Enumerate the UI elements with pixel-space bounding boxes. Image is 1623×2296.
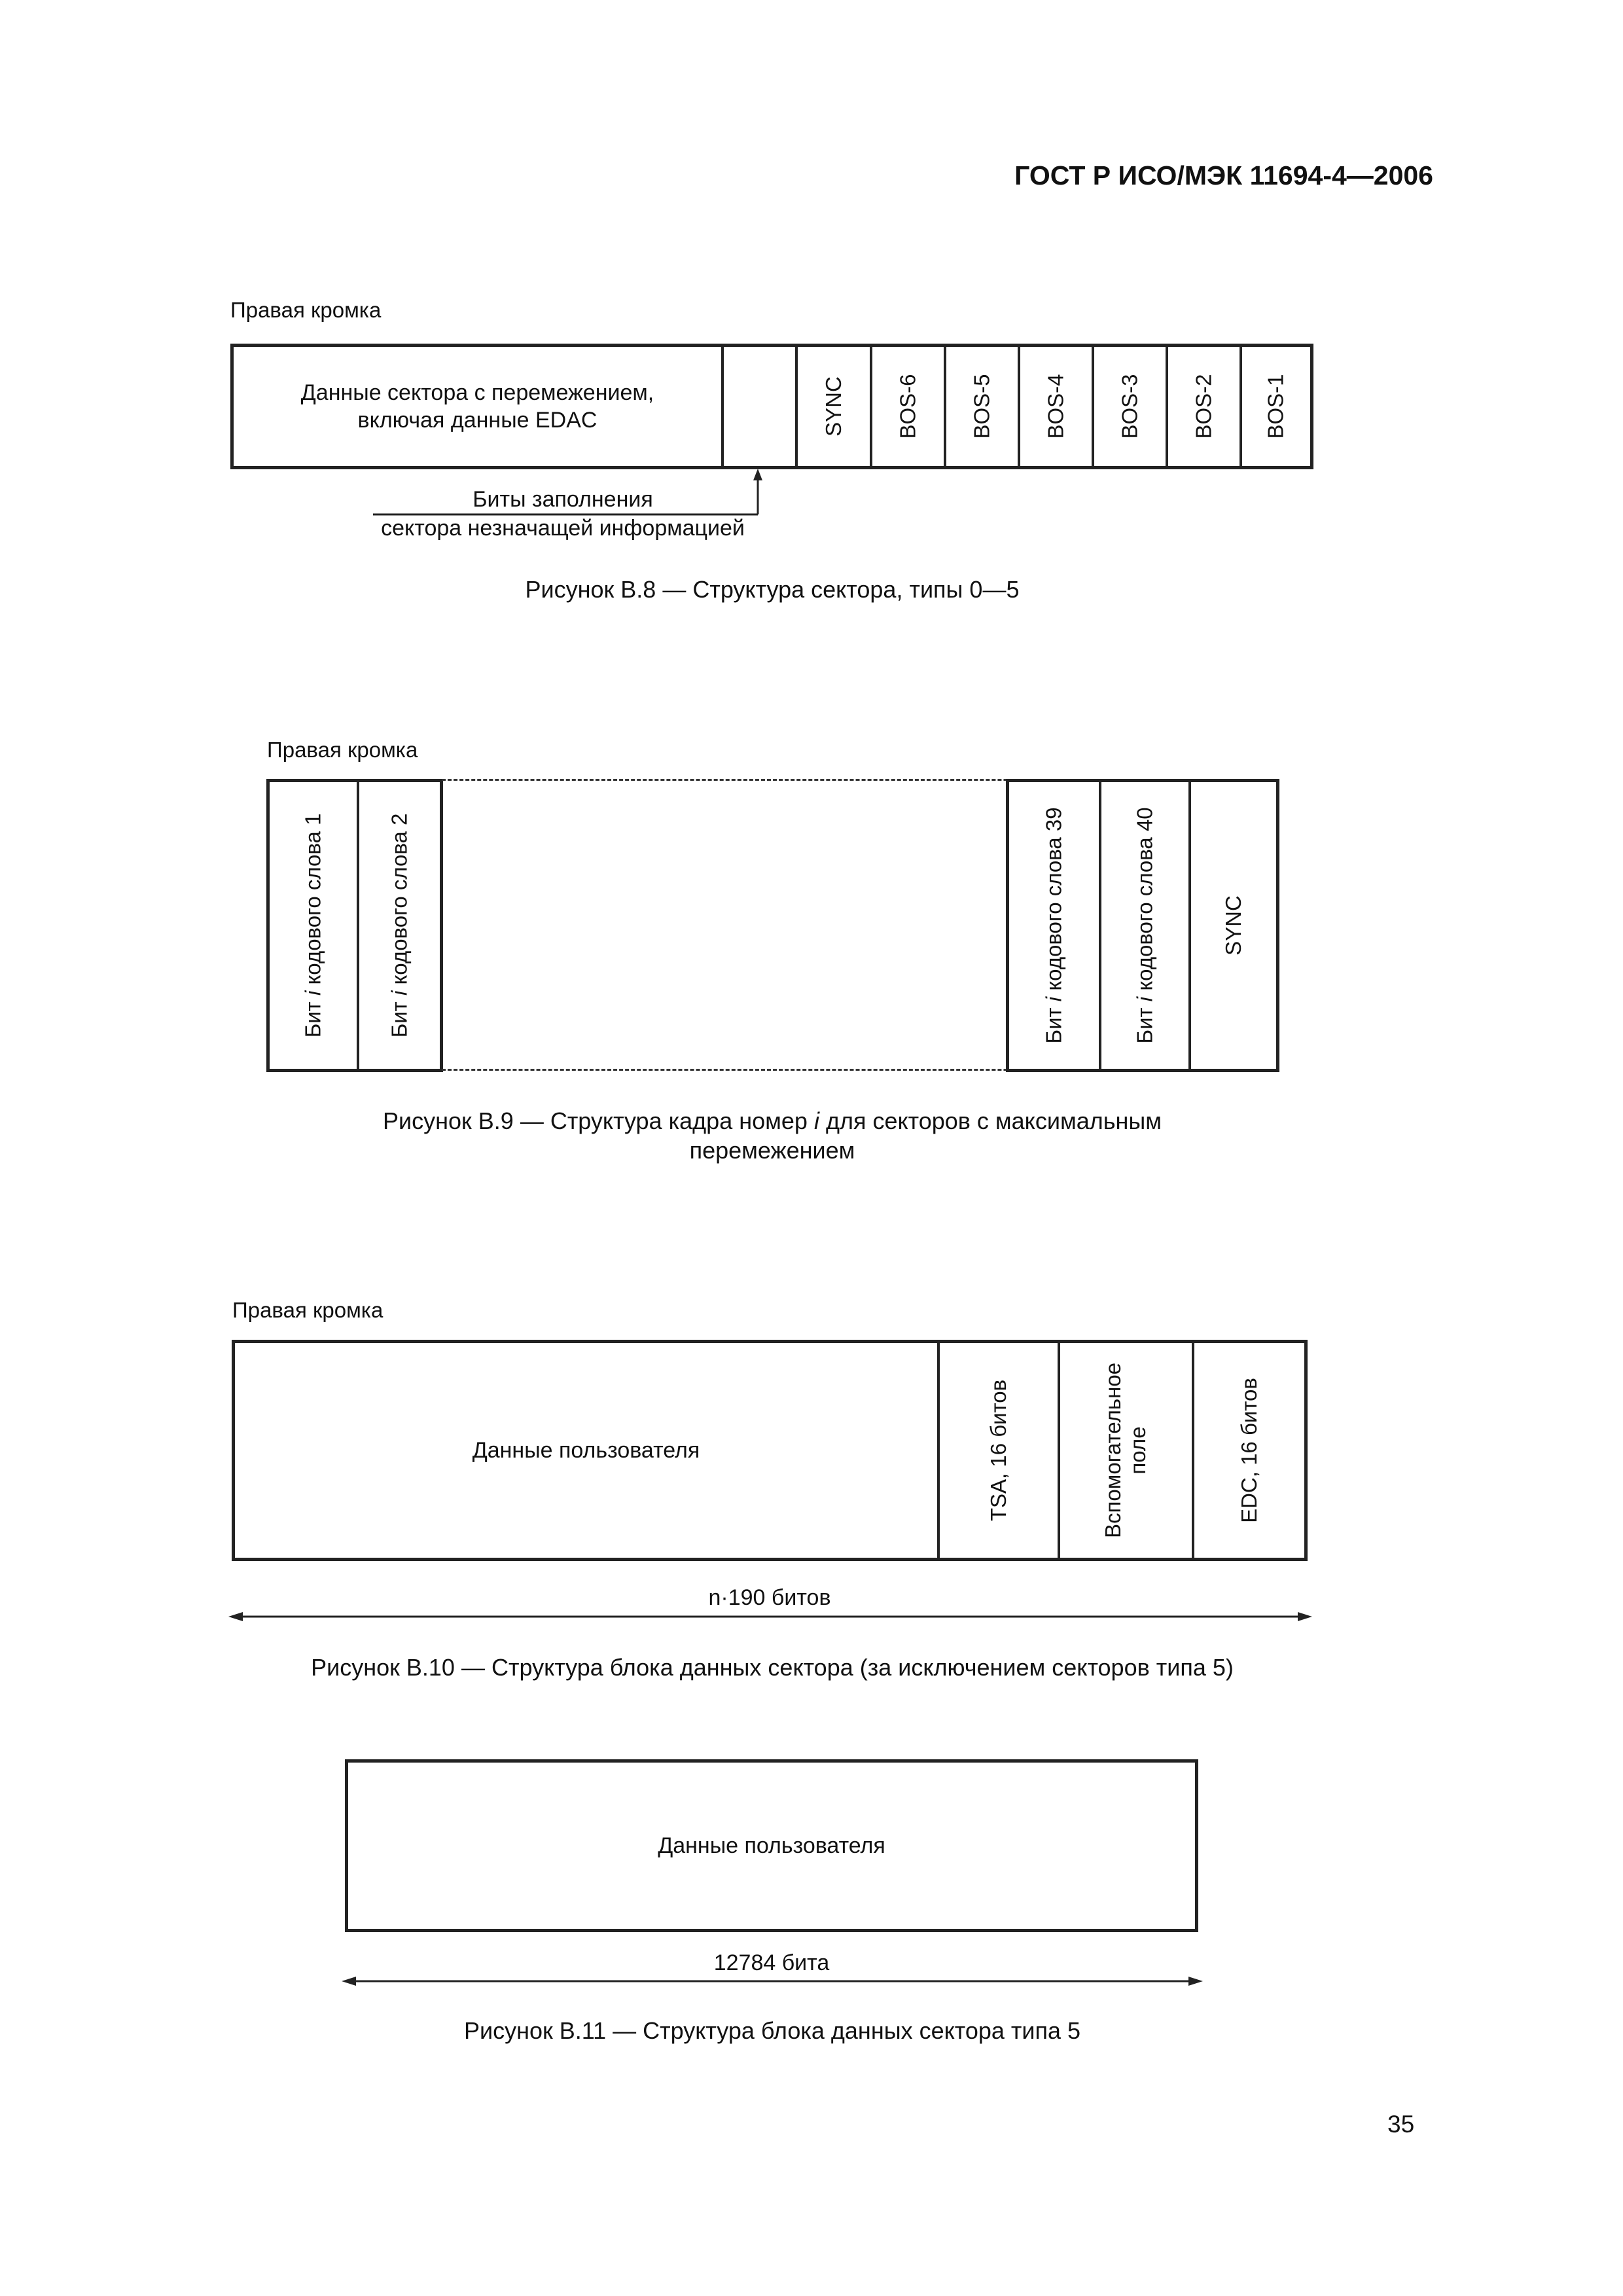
frame-structure-diagram [266, 779, 1279, 1072]
figure-b11-caption: Рисунок В.11 — Структура блока данных сектора типа 5 [463, 2017, 1081, 2044]
codeword-39-label: кодового слова 39 [1041, 807, 1066, 991]
aux-field-cell [1058, 1343, 1192, 1558]
sync-cell [1188, 782, 1276, 1069]
bit-index-var: i [300, 990, 325, 996]
bos-4-label: BOS-4 [1043, 374, 1068, 439]
figure-b9-caption-part2: для секторов с максимальным [825, 1107, 1162, 1134]
aux-field-label-line2: поле [1126, 1426, 1150, 1475]
data-block-diagram [232, 1340, 1308, 1561]
bos-5-cell [944, 347, 1018, 466]
right-edge-label: Правая кромка [267, 738, 418, 762]
type5-block-length-arrow [339, 1971, 1206, 1991]
right-edge-label: Правая кромка [230, 298, 382, 322]
codeword-2-label: кодового слова 2 [387, 813, 412, 985]
codeword-40-bit-cell [1099, 782, 1188, 1069]
fill-bits-label-line2: сектора незначащей информацией [381, 516, 745, 541]
bos-4-cell [1018, 347, 1092, 466]
bit-index-var: i [1041, 996, 1066, 1002]
sync-label: SYNC [821, 376, 846, 437]
bit-prefix: Бит [387, 1001, 412, 1038]
figure-b10-caption: Рисунок В.10 — Структура блока данных сектора (за исключением секторов типа 5) [311, 1654, 1234, 1681]
sync-label: SYNC [1221, 895, 1245, 956]
user-data-label: Данные пользователя [472, 1438, 700, 1463]
user-data-cell [235, 1343, 937, 1558]
sector-structure-diagram [230, 344, 1313, 469]
bit-prefix: Бит [1132, 1007, 1157, 1044]
page-number: 35 [1387, 2111, 1415, 2138]
bos-3-cell [1092, 347, 1166, 466]
figure-b9-caption-var: i [813, 1107, 819, 1134]
figure-b9-caption-part1: Рисунок В.9 — Структура кадра номер [383, 1107, 808, 1134]
bos-6-cell [870, 347, 944, 466]
tsa-cell [937, 1343, 1058, 1558]
edc-cell [1192, 1343, 1304, 1558]
bos-1-label: BOS-1 [1263, 374, 1288, 439]
figure-b9-caption [223, 1106, 1322, 1165]
bit-index-var: i [387, 990, 412, 996]
bit-prefix: Бит [300, 1001, 325, 1038]
interleaved-data-label: Данные сектора с перемежением, включая данные EDAC [300, 380, 654, 433]
user-data-label: Данные пользователя [658, 1833, 885, 1858]
block-length-arrow [226, 1607, 1315, 1626]
bos-2-cell [1166, 347, 1240, 466]
bos-2-label: BOS-2 [1191, 374, 1216, 439]
codeword-1-label: кодового слова 1 [300, 813, 325, 985]
document-header: ГОСТ Р ИСО/МЭК 11694-4—2006 [1014, 160, 1433, 190]
tsa-label: TSA, 16 битов [986, 1379, 1011, 1522]
bos-1-cell [1240, 347, 1310, 466]
type5-block-length-label: 12784 бита [713, 1950, 830, 1975]
bos-6-label: BOS-6 [895, 374, 920, 439]
codeword-2-bit-cell [357, 782, 440, 1069]
codeword-40-label: кодового слова 40 [1132, 807, 1157, 991]
left-cells-group [266, 779, 443, 1072]
bit-prefix: Бит [1041, 1007, 1066, 1044]
aux-field-label-line1: Вспомогательное [1101, 1362, 1126, 1539]
fill-bits-label-line1: Биты заполнения [473, 487, 653, 512]
bos-5-label: BOS-5 [969, 374, 994, 439]
right-edge-label: Правая кромка [232, 1298, 383, 1322]
figure-b8-caption: Рисунок В.8 — Структура сектора, типы 0—5 [525, 576, 1020, 603]
figure-b9-caption-line2: перемежением [689, 1137, 855, 1164]
omitted-cells-bottom-dash [442, 1069, 1096, 1071]
block-length-label: n·190 битов [708, 1585, 831, 1610]
type5-data-block-diagram [345, 1759, 1198, 1932]
edc-label: EDC, 16 битов [1237, 1378, 1262, 1523]
sync-cell [795, 347, 870, 466]
omitted-cells-top-dash [442, 779, 1096, 781]
fill-bits-cell [721, 347, 795, 466]
bit-index-var: i [1132, 996, 1157, 1002]
right-cells-group [1006, 779, 1279, 1072]
codeword-39-bit-cell [1009, 782, 1099, 1069]
codeword-1-bit-cell [270, 782, 357, 1069]
bos-3-label: BOS-3 [1117, 374, 1142, 439]
interleaved-data-cell [234, 347, 721, 466]
